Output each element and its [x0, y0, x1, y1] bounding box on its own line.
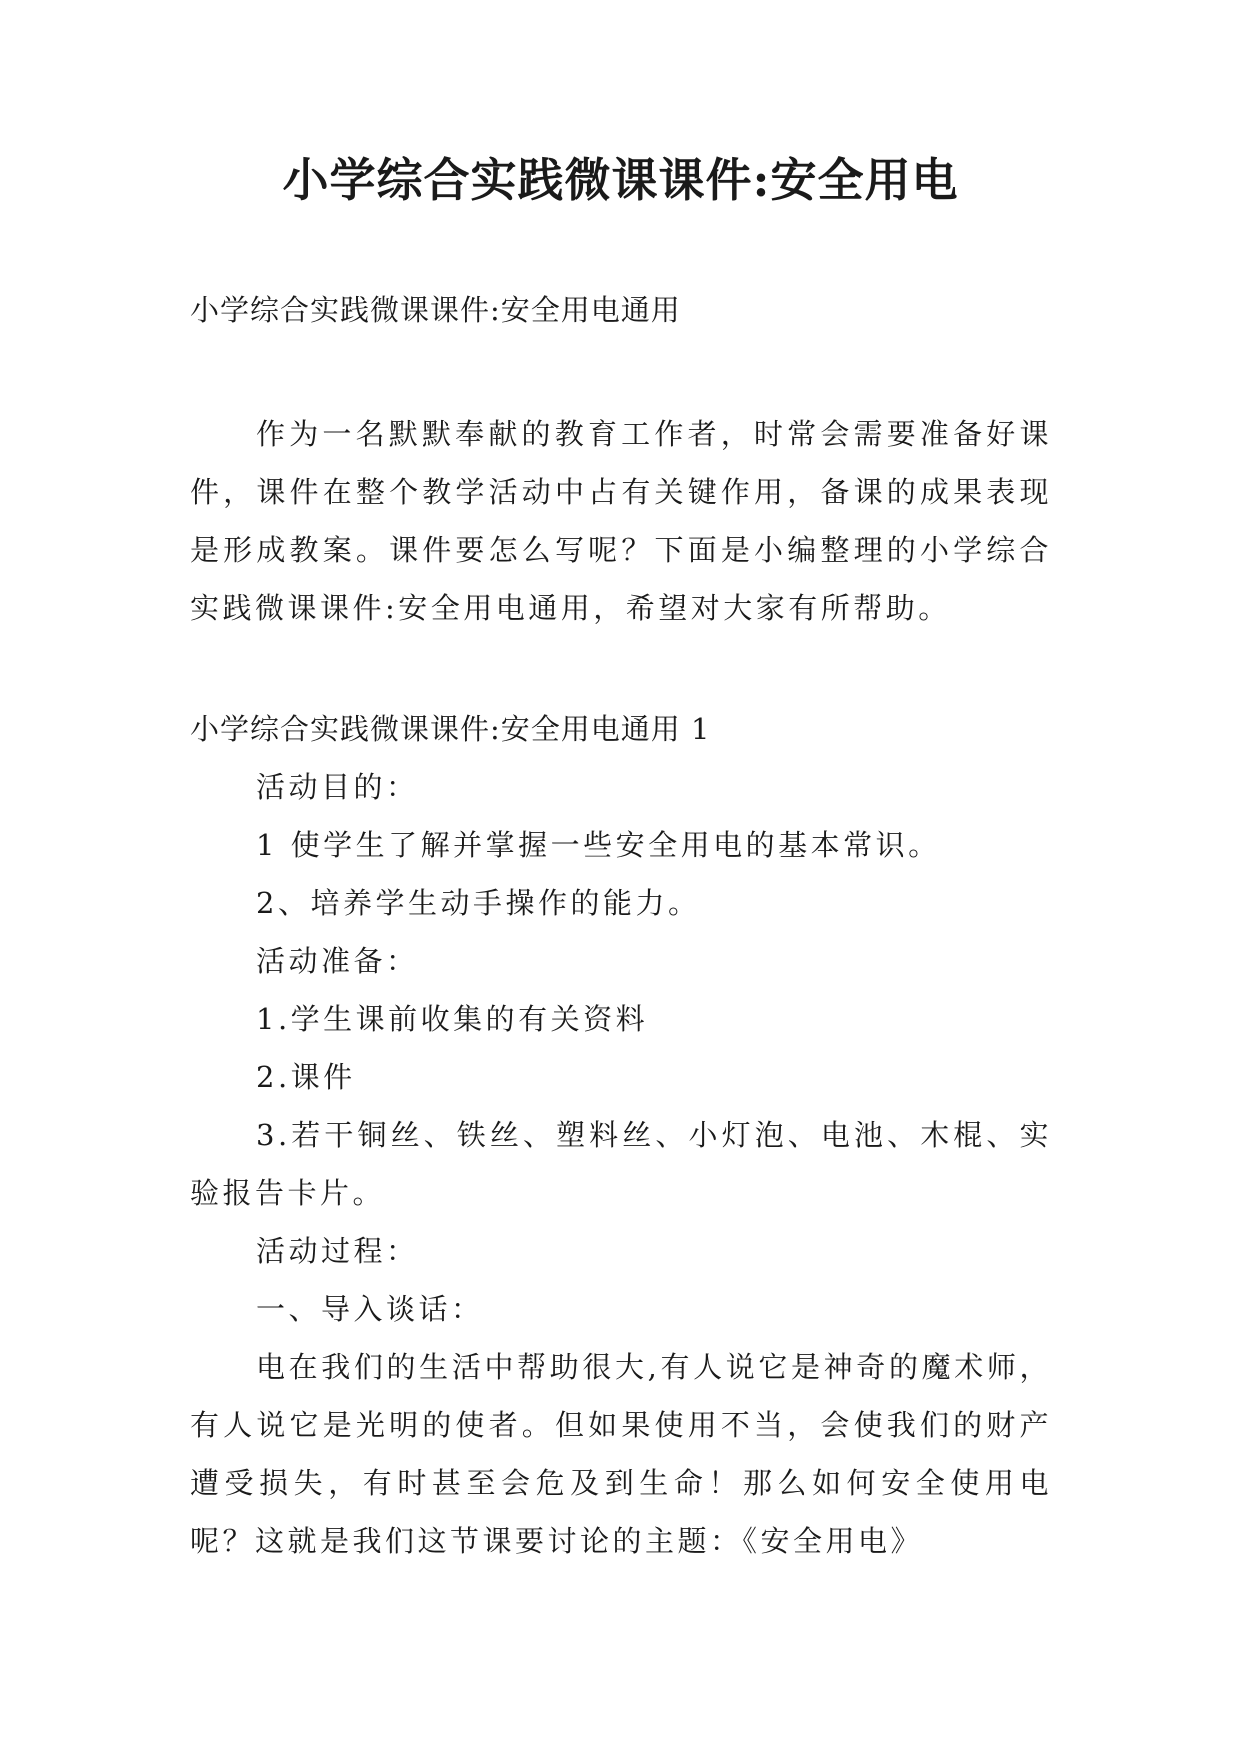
document-title: 小学综合实践微课课件:安全用电 [282, 153, 959, 207]
intro-paragraph: 作为一名默默奉献的教育工作者，时常会需要准备好课件，课件在整个教学活动中占有关键作用，备课的成果表现是形成教案。课件要怎么写呢？下面是小编整理的小学综合实践微课课件:安全用电通用，希望对大家有所帮助。 [190, 417, 1052, 625]
paragraph-prep-2: 2.课件 [256, 1060, 356, 1094]
section-heading: 小学综合实践微课课件:安全用电通用 1 [190, 712, 711, 746]
paragraph-goal-2: 2、培养学生动手操作的能力。 [256, 886, 701, 920]
paragraph-prep-3: 3.若干铜丝、铁丝、塑料丝、小灯泡、电池、木棍、实验报告卡片。 [190, 1118, 1052, 1210]
paragraph-activity-prep: 活动准备： [256, 944, 419, 978]
document-subtitle: 小学综合实践微课课件:安全用电通用 [190, 293, 681, 327]
document-body [190, 700, 1052, 1570]
paragraph-goal-1: 1 使学生了解并掌握一些安全用电的基本常识。 [256, 828, 941, 862]
paragraph-activity-goal: 活动目的： [256, 770, 419, 804]
paragraph-intro-talk: 一、导入谈话： [256, 1292, 484, 1326]
paragraph-activity-process: 活动过程： [256, 1234, 419, 1268]
paragraph-intro-text: 电在我们的生活中帮助很大,有人说它是神奇的魔术师，有人说它是光明的使者。但如果使用不当，会使我们的财产遭受损失，有时甚至会危及到生命！那么如何安全使用电呢？这就是我们这节课要讨论的主题：《安全用电》 [190, 1350, 1052, 1558]
paragraph-prep-1: 1.学生课前收集的有关资料 [256, 1002, 649, 1036]
